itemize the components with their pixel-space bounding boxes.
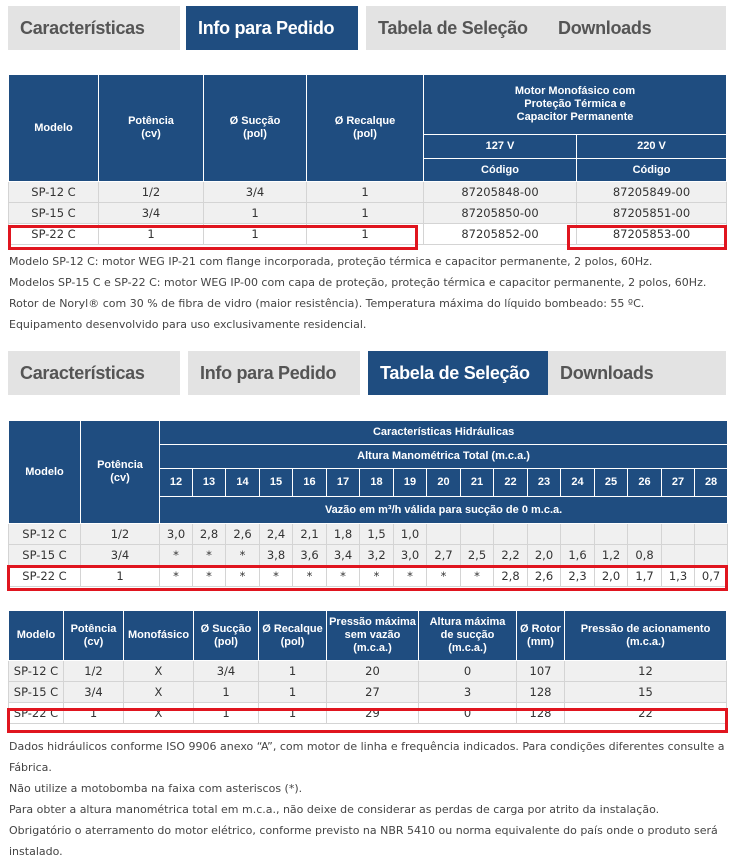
tab-info-para-pedido[interactable]: Info para Pedido — [188, 351, 360, 395]
cell-vazao — [494, 524, 528, 545]
cell-vazao: 1,0 — [394, 524, 427, 545]
table-row — [9, 224, 727, 245]
cell-codigo-220: 87205853-00 — [577, 224, 727, 245]
col-header-modelo: Modelo — [9, 611, 64, 661]
cell-vazao: 2,5 — [461, 545, 494, 566]
height-header: 22 — [494, 469, 528, 497]
cell-potencia: 1/2 — [64, 661, 124, 682]
cell-vazao: 0,8 — [628, 545, 662, 566]
height-header: 26 — [628, 469, 662, 497]
height-header: 23 — [528, 469, 561, 497]
cell-vazao: 3,4 — [327, 545, 360, 566]
cell-vazao: 0,7 — [695, 566, 728, 587]
cell-vazao: * — [394, 566, 427, 587]
note-line: Para obter a altura manométrica total em m.c.a., não deixe de considerar as perdas de carga por atrito da instalação. — [9, 803, 660, 816]
height-header: 19 — [394, 469, 427, 497]
cell-potencia: 1 — [81, 566, 160, 587]
col-header-altura-maxima: Altura máxima de sucção (m.c.a.) — [419, 611, 517, 661]
height-header: 28 — [695, 469, 728, 497]
col-header-potencia: Potência (cv) — [81, 421, 160, 524]
note-line: Equipamento desenvolvido para uso exclusivamente residencial. — [9, 318, 367, 331]
cell-vazao: 3,8 — [260, 545, 293, 566]
height-header: 20 — [427, 469, 461, 497]
cell-pressao: 27 — [327, 682, 419, 703]
cell-monofasico: X — [124, 703, 194, 724]
cell-codigo-127: 87205852-00 — [424, 224, 577, 245]
cell-vazao: 2,4 — [260, 524, 293, 545]
cell-vazao — [595, 524, 628, 545]
cell-modelo: SP-12 C — [9, 182, 99, 203]
cell-acionamento: 22 — [565, 703, 727, 724]
cell-succao: 1 — [204, 224, 307, 245]
tab-downloads[interactable]: Downloads — [548, 351, 726, 395]
table-row — [9, 203, 727, 224]
col-header-succao: Ø Sucção (pol) — [204, 75, 307, 182]
cell-vazao — [528, 524, 561, 545]
cell-vazao: * — [427, 566, 461, 587]
cell-vazao — [695, 545, 728, 566]
col-header-modelo: Modelo — [9, 75, 99, 182]
cell-vazao — [461, 524, 494, 545]
col-header-pressao-maxima: Pressão máxima sem vazão (m.c.a.) — [327, 611, 419, 661]
col-header-codigo-127: Código — [424, 159, 577, 182]
height-header: 17 — [327, 469, 360, 497]
specs-table — [8, 610, 727, 724]
height-header: 13 — [193, 469, 226, 497]
cell-modelo: SP-22 C — [9, 566, 81, 587]
note-line: Obrigatório o aterramento do motor elétrico, conforme previsto na NBR 5410 ou norma equivalente do país onde o produto será instalado. — [9, 824, 718, 858]
height-header: 18 — [360, 469, 394, 497]
col-header-codigo-220: Código — [577, 159, 727, 182]
cell-succao: 1 — [194, 682, 259, 703]
cell-modelo: SP-22 C — [9, 703, 64, 724]
cell-vazao: 1,6 — [561, 545, 595, 566]
cell-vazao: * — [193, 545, 226, 566]
cell-altura: 0 — [419, 703, 517, 724]
cell-vazao: * — [461, 566, 494, 587]
cell-vazao — [662, 524, 695, 545]
cell-vazao: * — [226, 566, 260, 587]
cell-succao: 3/4 — [194, 661, 259, 682]
cell-potencia: 1 — [99, 224, 204, 245]
cell-rotor: 128 — [517, 682, 565, 703]
cell-vazao: 3,2 — [360, 545, 394, 566]
col-header-monofasico: Monofásico — [124, 611, 194, 661]
cell-potencia: 3/4 — [99, 203, 204, 224]
cell-altura: 3 — [419, 682, 517, 703]
note-line: Dados hidráulicos conforme ISO 9906 anexo “A”, com motor de linha e frequência indicados. Para condições diferentes consulte a Fábrica. — [9, 740, 725, 774]
cell-vazao: 2,8 — [193, 524, 226, 545]
cell-codigo-220: 87205849-00 — [577, 182, 727, 203]
height-header: 25 — [595, 469, 628, 497]
cell-vazao: 2,1 — [293, 524, 327, 545]
cell-altura: 0 — [419, 661, 517, 682]
cell-succao: 3/4 — [204, 182, 307, 203]
cell-monofasico: X — [124, 661, 194, 682]
cell-modelo: SP-15 C — [9, 545, 81, 566]
cell-vazao — [427, 524, 461, 545]
cell-vazao: 2,7 — [427, 545, 461, 566]
cell-vazao: * — [226, 545, 260, 566]
cell-codigo-220: 87205851-00 — [577, 203, 727, 224]
col-header-rotor: Ø Rotor (mm) — [517, 611, 565, 661]
specs-notes — [9, 736, 736, 862]
table-row — [9, 182, 727, 203]
cell-vazao: * — [193, 566, 226, 587]
height-header: 27 — [662, 469, 695, 497]
order-info-table — [8, 74, 727, 245]
note-line: Modelo SP-12 C: motor WEG IP-21 com flange incorporada, proteção térmica e capacitor permanente, 2 polos, 60Hz. — [9, 255, 653, 268]
cell-vazao: * — [327, 566, 360, 587]
height-header: 15 — [260, 469, 293, 497]
cell-vazao: 2,6 — [528, 566, 561, 587]
cell-vazao: * — [260, 566, 293, 587]
cell-potencia: 1/2 — [99, 182, 204, 203]
col-header-caracteristicas: Características Hidráulicas — [160, 421, 728, 445]
cell-vazao — [628, 524, 662, 545]
cell-modelo: SP-22 C — [9, 224, 99, 245]
table-row — [9, 682, 727, 703]
table-row — [9, 661, 727, 682]
height-header: 12 — [160, 469, 193, 497]
cell-vazao: * — [160, 545, 193, 566]
tab-info-para-pedido[interactable]: Info para Pedido — [186, 6, 358, 50]
cell-succao: 1 — [194, 703, 259, 724]
height-header: 16 — [293, 469, 327, 497]
note-line: Não utilize a motobomba na faixa com asteriscos (*). — [9, 782, 303, 795]
cell-modelo: SP-15 C — [9, 682, 64, 703]
cell-vazao: 1,7 — [628, 566, 662, 587]
cell-pressao: 20 — [327, 661, 419, 682]
cell-vazao: 1,3 — [662, 566, 695, 587]
cell-recalque: 1 — [307, 182, 424, 203]
table-row — [9, 566, 728, 587]
cell-vazao: 2,2 — [494, 545, 528, 566]
cell-codigo-127: 87205850-00 — [424, 203, 577, 224]
order-notes — [9, 251, 706, 335]
cell-rotor: 128 — [517, 703, 565, 724]
col-header-127v: 127 V — [424, 135, 577, 159]
col-header-altura: Altura Manométrica Total (m.c.a.) — [160, 445, 728, 469]
cell-recalque: 1 — [307, 203, 424, 224]
cell-recalque: 1 — [259, 703, 327, 724]
cell-monofasico: X — [124, 682, 194, 703]
cell-vazao: 1,2 — [595, 545, 628, 566]
cell-vazao: 3,0 — [394, 545, 427, 566]
table-row — [9, 703, 727, 724]
cell-vazao: 2,0 — [595, 566, 628, 587]
tab-bar-top — [8, 6, 726, 50]
cell-vazao: 1,5 — [360, 524, 394, 545]
cell-vazao — [662, 545, 695, 566]
cell-vazao: 3,0 — [160, 524, 193, 545]
cell-recalque: 1 — [259, 682, 327, 703]
col-header-succao: Ø Sucção (pol) — [194, 611, 259, 661]
cell-vazao: * — [360, 566, 394, 587]
col-header-recalque: Ø Recalque (pol) — [307, 75, 424, 182]
cell-rotor: 107 — [517, 661, 565, 682]
cell-modelo: SP-15 C — [9, 203, 99, 224]
cell-vazao: 2,6 — [226, 524, 260, 545]
cell-vazao — [695, 524, 728, 545]
cell-vazao: 3,6 — [293, 545, 327, 566]
tab-tabela-de-selecao[interactable]: Tabela de Seleção — [366, 6, 546, 50]
note-line: Modelos SP-15 C e SP-22 C: motor WEG IP-00 com capa de proteção, proteção térmica e capacitor permanente, 2 polos, 60Hz. — [9, 276, 707, 289]
col-header-motor: Motor Monofásico com Proteção Térmica e Capacitor Permanente — [424, 75, 727, 135]
cell-vazao: * — [293, 566, 327, 587]
height-header: 24 — [561, 469, 595, 497]
table-row — [9, 524, 728, 545]
cell-potencia: 1/2 — [81, 524, 160, 545]
cell-potencia: 3/4 — [64, 682, 124, 703]
col-header-vazao: Vazão em m³/h válida para sucção de 0 m.c.a. — [160, 497, 728, 524]
cell-vazao: * — [160, 566, 193, 587]
tab-tabela-de-selecao[interactable]: Tabela de Seleção — [368, 351, 548, 395]
cell-recalque: 1 — [307, 224, 424, 245]
col-header-potencia: Potência (cv) — [99, 75, 204, 182]
cell-vazao — [561, 524, 595, 545]
cell-potencia: 3/4 — [81, 545, 160, 566]
note-line: Rotor de Noryl® com 30 % de fibra de vidro (maior resistência). Temperatura máxima do líquido bombeado: 55 ºC. — [9, 297, 645, 310]
col-header-modelo: Modelo — [9, 421, 81, 524]
cell-acionamento: 12 — [565, 661, 727, 682]
col-header-acionamento: Pressão de acionamento (m.c.a.) — [565, 611, 727, 661]
cell-potencia: 1 — [64, 703, 124, 724]
height-header: 21 — [461, 469, 494, 497]
selection-table — [8, 420, 728, 587]
cell-vazao: 2,8 — [494, 566, 528, 587]
tab-caracteristicas[interactable]: Características — [8, 6, 180, 50]
cell-pressao: 29 — [327, 703, 419, 724]
cell-codigo-127: 87205848-00 — [424, 182, 577, 203]
table-row — [9, 545, 728, 566]
cell-acionamento: 15 — [565, 682, 727, 703]
cell-succao: 1 — [204, 203, 307, 224]
cell-vazao: 2,3 — [561, 566, 595, 587]
cell-vazao: 2,0 — [528, 545, 561, 566]
col-header-potencia: Potência (cv) — [64, 611, 124, 661]
height-header: 14 — [226, 469, 260, 497]
tab-caracteristicas[interactable]: Características — [8, 351, 180, 395]
cell-vazao: 1,8 — [327, 524, 360, 545]
tab-downloads[interactable]: Downloads — [546, 6, 726, 50]
col-header-220v: 220 V — [577, 135, 727, 159]
tab-bar-bottom — [8, 351, 726, 395]
cell-recalque: 1 — [259, 661, 327, 682]
cell-modelo: SP-12 C — [9, 661, 64, 682]
col-header-recalque: Ø Recalque (pol) — [259, 611, 327, 661]
cell-modelo: SP-12 C — [9, 524, 81, 545]
